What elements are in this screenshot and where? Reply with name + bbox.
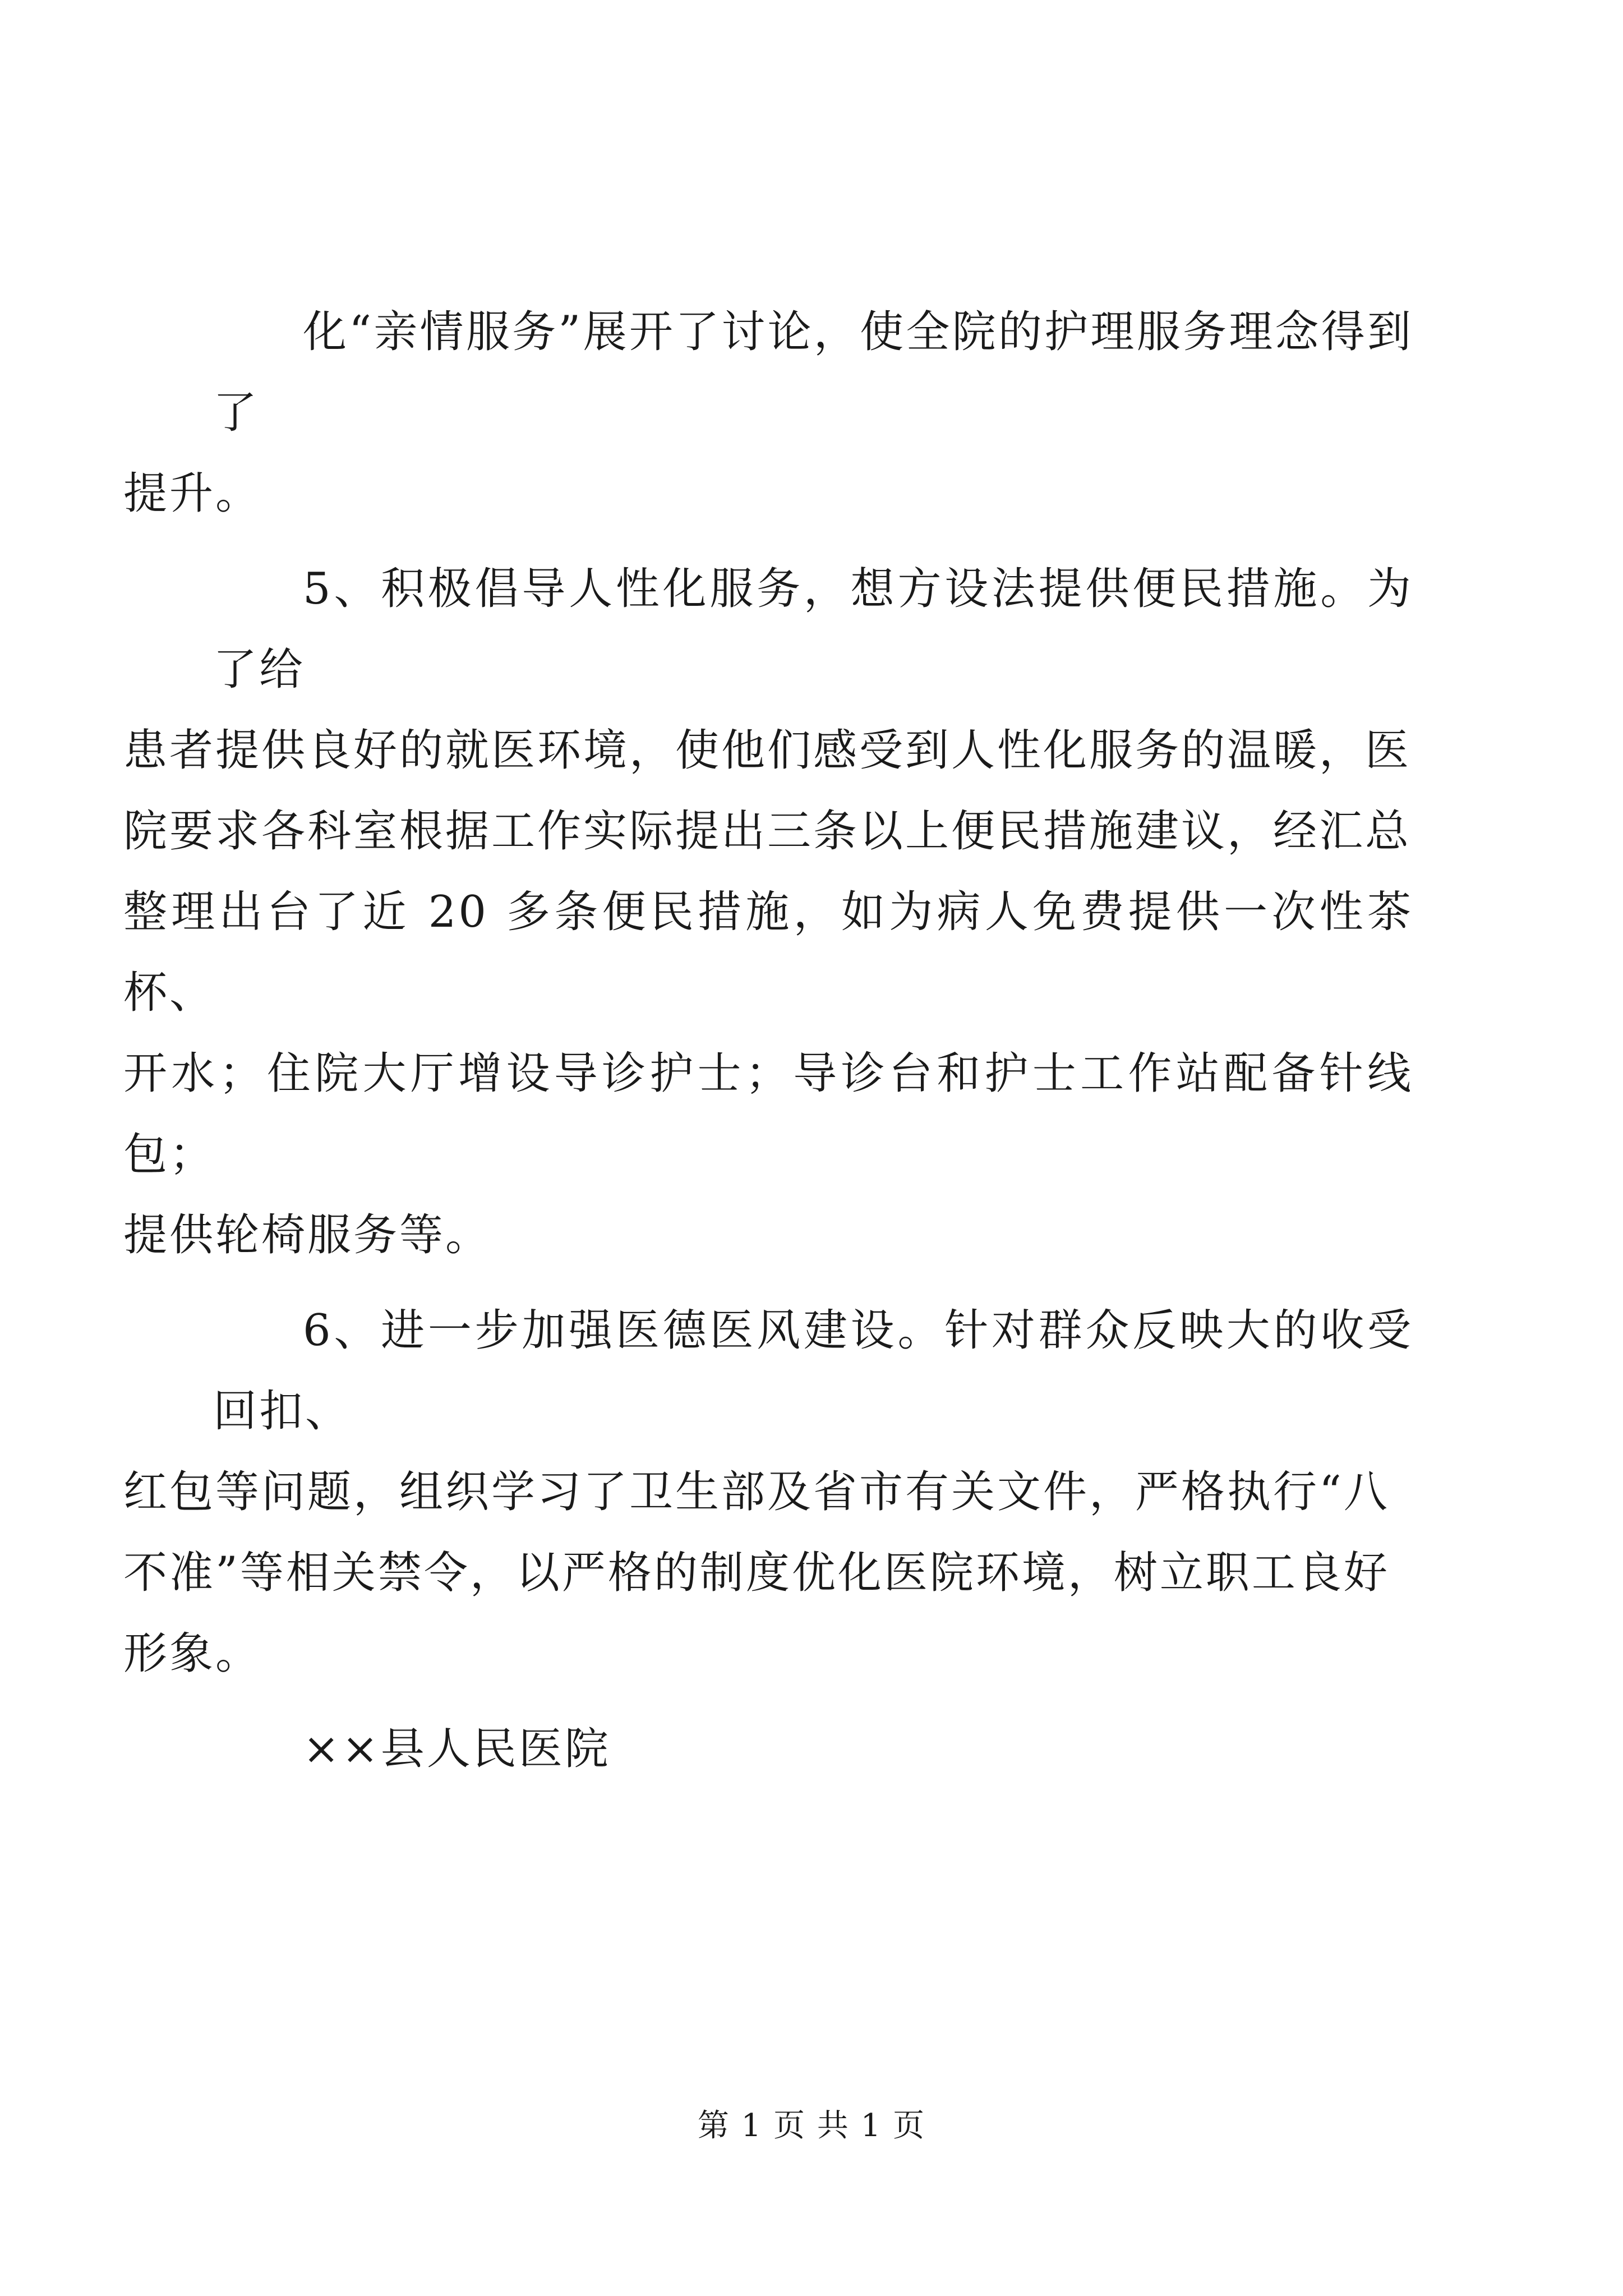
paragraph-line: 6、进一步加强医德医风建设。针对群众反映大的收受回扣、: [213, 1305, 1413, 1437]
paragraph-line: 不准”等相关禁令，以严格的制度优化医院环境，树立职工良好: [123, 1548, 1390, 1598]
paragraph-line: 化“亲情服务”展开了讨论，使全院的护理服务理念得到了: [213, 307, 1413, 438]
paragraph-line: 开水；住院大厅增设导诊护士；导诊台和护士工作站配备针线包；: [123, 1048, 1413, 1180]
paragraph-nursing-service: [123, 292, 1413, 534]
paragraph-line: 整理出台了近 20 多条便民措施，如为病人免费提供一次性茶杯、: [123, 887, 1413, 1018]
paragraph-line: 提供轮椅服务等。: [123, 1210, 492, 1260]
paragraph-item-5: [123, 549, 1413, 1276]
paragraph-line: 院要求各科室根据工作实际提出三条以上便民措施建议，经汇总: [123, 806, 1412, 857]
paragraph-item-6: [123, 1290, 1413, 1694]
paragraph-line: 患者提供良好的就医环境，使他们感受到人性化服务的温暖，医: [123, 725, 1412, 776]
paragraph-line: 提升。: [123, 468, 262, 519]
page-number-footer: 第 1 页 共 1 页: [697, 2108, 926, 2144]
signature-hospital-name: ××县人民医院: [303, 1724, 611, 1774]
document-body: [123, 292, 1413, 1789]
paragraph-line: 形象。: [123, 1628, 262, 1679]
paragraph-line: 红包等问题，组织学习了卫生部及省市有关文件，严格执行“八: [123, 1467, 1390, 1517]
paragraph-line: 5、积极倡导人性化服务，想方设法提供便民措施。为了给: [213, 564, 1413, 695]
